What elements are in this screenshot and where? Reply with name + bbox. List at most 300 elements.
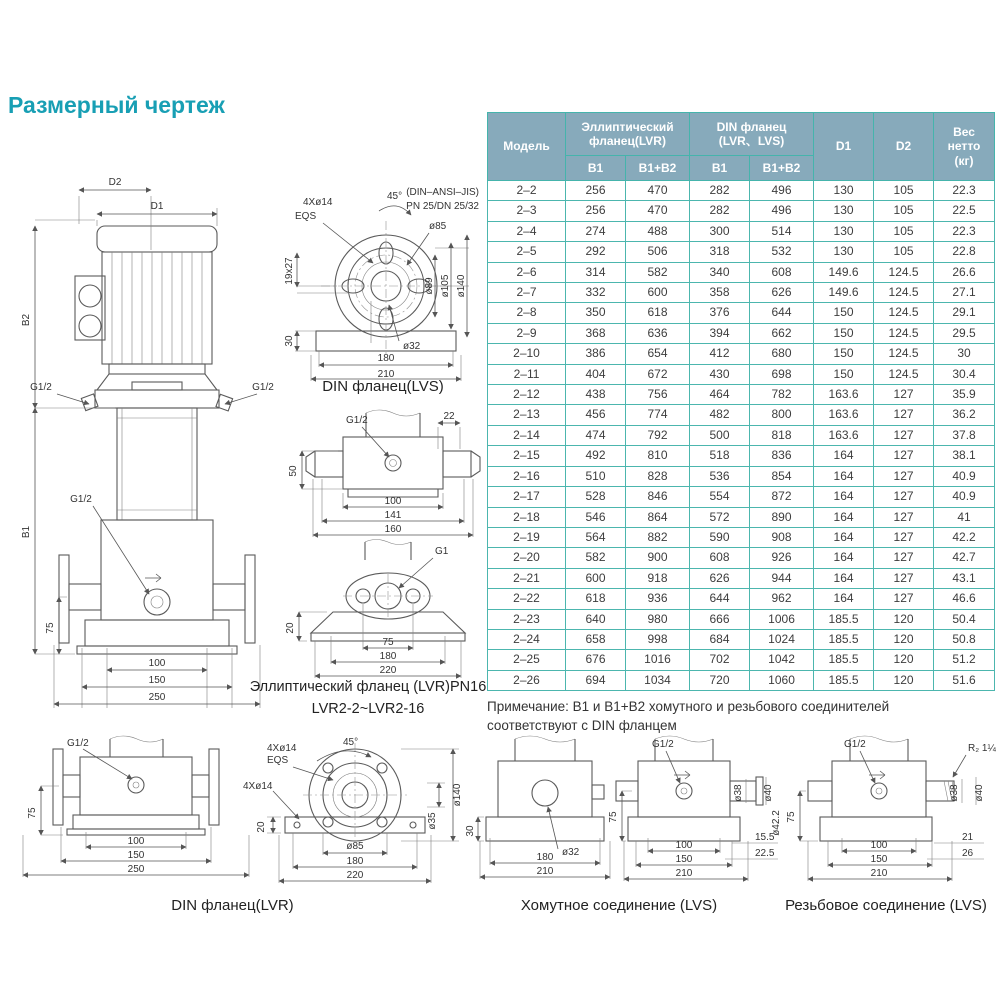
value-cell: 150 [814, 303, 874, 323]
model-cell: 2–20 [488, 548, 566, 568]
value-cell: 105 [874, 242, 934, 262]
dim-label: 220 [346, 870, 364, 881]
col-model: Модель [488, 113, 566, 181]
value-cell: 774 [626, 405, 690, 425]
table-header [488, 113, 995, 181]
dim-label: 15.5 [755, 832, 775, 843]
dim-label: R₂ 1¼ [968, 743, 996, 754]
dim-label: 210 [675, 868, 693, 879]
din-group-line1: DIN фланец [716, 119, 787, 134]
dim-label: 100 [127, 836, 145, 847]
caption-elliptical: Эллиптический фланец (LVR)PN16 LVR2-2~LVR2-16 [249, 679, 487, 718]
model-cell: 2–12 [488, 385, 566, 405]
dim-label: ø85 [429, 221, 447, 232]
value-cell: 127 [874, 466, 934, 486]
dim-label: 20 [256, 821, 267, 833]
value-cell: 318 [690, 242, 750, 262]
value-cell: 800 [750, 405, 814, 425]
table-row [488, 568, 995, 588]
dim-label: ø32 [403, 341, 421, 352]
dim-label: 150 [148, 675, 166, 686]
table-row [488, 425, 995, 445]
table-row [488, 589, 995, 609]
dim-label: ø32 [562, 847, 580, 858]
caption-thread: Резьбовое соединение (LVS) [785, 897, 987, 914]
value-cell: 127 [874, 527, 934, 547]
value-cell: 43.1 [934, 568, 995, 588]
dim-label: 180 [377, 353, 395, 364]
dim-label: ø40 [974, 784, 985, 802]
top-view-dimensions [243, 737, 463, 883]
dim-label: 150 [870, 854, 888, 865]
model-cell: 2–19 [488, 527, 566, 547]
value-cell: 386 [566, 344, 626, 364]
value-cell: 127 [874, 487, 934, 507]
value-cell: 900 [626, 548, 690, 568]
table-row [488, 527, 995, 547]
dim-label: D1 [150, 201, 164, 212]
pump-dimensions [21, 177, 274, 708]
dim-label: 4Xø14 [243, 781, 273, 792]
value-cell: 164 [814, 589, 874, 609]
value-cell: 150 [814, 344, 874, 364]
value-cell: 124.5 [874, 364, 934, 384]
value-cell: 149.6 [814, 262, 874, 282]
model-cell: 2–23 [488, 609, 566, 629]
value-cell: 40.9 [934, 466, 995, 486]
col-weight: Вес нетто (кг) [934, 113, 995, 181]
model-cell: 2–13 [488, 405, 566, 425]
value-cell: 46.6 [934, 589, 995, 609]
value-cell: 936 [626, 589, 690, 609]
dimensions [786, 739, 996, 881]
value-cell: 998 [626, 629, 690, 649]
model-cell: 2–15 [488, 446, 566, 466]
value-cell: 42.2 [934, 527, 995, 547]
table-row [488, 323, 995, 343]
value-cell: 130 [814, 201, 874, 221]
value-cell: 918 [626, 568, 690, 588]
value-cell: 394 [690, 323, 750, 343]
value-cell: 882 [626, 527, 690, 547]
col-b1-elliptical: B1 [566, 156, 626, 181]
model-cell: 2–14 [488, 425, 566, 445]
value-cell: 666 [690, 609, 750, 629]
value-cell: 640 [566, 609, 626, 629]
dim-label: G1/2 [652, 739, 674, 750]
dim-label: ø89 [424, 277, 435, 295]
value-cell: 506 [626, 242, 690, 262]
model-cell: 2–26 [488, 670, 566, 690]
col-group-elliptical: Эллиптический фланец(LVR) [566, 113, 690, 156]
value-cell: 456 [566, 405, 626, 425]
dim-label: 220 [379, 665, 397, 676]
dim-label: EQS [267, 755, 289, 766]
value-cell: 358 [690, 283, 750, 303]
main-pump-drawing [5, 150, 285, 712]
model-cell: 2–5 [488, 242, 566, 262]
value-cell: 514 [750, 221, 814, 241]
value-cell: 50.4 [934, 609, 995, 629]
dim-label: 100 [870, 840, 888, 851]
value-cell: 482 [690, 405, 750, 425]
value-cell: 438 [566, 385, 626, 405]
value-cell: 105 [874, 201, 934, 221]
value-cell: 150 [814, 364, 874, 384]
value-cell: 644 [750, 303, 814, 323]
value-cell: 185.5 [814, 670, 874, 690]
side-view-outline [53, 736, 219, 835]
value-cell: 164 [814, 487, 874, 507]
value-cell: 185.5 [814, 629, 874, 649]
value-cell: 124.5 [874, 344, 934, 364]
value-cell: 412 [690, 344, 750, 364]
value-cell: 282 [690, 201, 750, 221]
dim-label: 26 [962, 848, 974, 859]
dim-label: 30 [465, 825, 476, 837]
value-cell: 488 [626, 221, 690, 241]
table-row [488, 650, 995, 670]
value-cell: 51.6 [934, 670, 995, 690]
dim-label: G1/2 [30, 382, 52, 393]
value-cell: 944 [750, 568, 814, 588]
value-cell: 40.9 [934, 487, 995, 507]
value-cell: 536 [690, 466, 750, 486]
value-cell: 470 [626, 201, 690, 221]
table-row [488, 609, 995, 629]
dim-label: 210 [377, 369, 395, 380]
value-cell: 124.5 [874, 323, 934, 343]
dim-label: 150 [127, 850, 145, 861]
dim-label: ø42.2 [771, 810, 782, 836]
value-cell: 890 [750, 507, 814, 527]
col-b1b2-din: B1+B2 [750, 156, 814, 181]
value-cell: 124.5 [874, 262, 934, 282]
table-row [488, 405, 995, 425]
value-cell: 698 [750, 364, 814, 384]
value-cell: 120 [874, 629, 934, 649]
value-cell: 636 [626, 323, 690, 343]
table-row [488, 629, 995, 649]
model-cell: 2–16 [488, 466, 566, 486]
table-row [488, 548, 995, 568]
table-row [488, 507, 995, 527]
din-group-line2: (LVR、LVS) [718, 134, 785, 148]
model-cell: 2–17 [488, 487, 566, 507]
dim-label: 75 [382, 637, 394, 648]
dim-label: ø40 [763, 784, 774, 802]
value-cell: 782 [750, 385, 814, 405]
model-cell: 2–10 [488, 344, 566, 364]
outline [808, 736, 954, 841]
table-row [488, 487, 995, 507]
value-cell: 430 [690, 364, 750, 384]
value-cell: 120 [874, 670, 934, 690]
value-cell: 810 [626, 446, 690, 466]
dim-label: 22.5 [755, 848, 775, 859]
value-cell: 926 [750, 548, 814, 568]
model-cell: 2–9 [488, 323, 566, 343]
dim-label: 22 [443, 411, 455, 422]
value-cell: 50.8 [934, 629, 995, 649]
col-b1-din: B1 [690, 156, 750, 181]
table-note: Примечание: B1 и B1+B2 хомутного и резьбового соединителей соответствуют с DIN фланцем [487, 699, 890, 733]
dimensions-table [487, 112, 995, 691]
model-cell: 2–24 [488, 629, 566, 649]
value-cell: 662 [750, 323, 814, 343]
table-row [488, 221, 995, 241]
value-cell: 1024 [750, 629, 814, 649]
value-cell: 672 [626, 364, 690, 384]
caption-clamp: Хомутное соединение (LVS) [520, 897, 718, 914]
dim-label: G1/2 [67, 738, 89, 749]
value-cell: 608 [690, 548, 750, 568]
value-cell: 163.6 [814, 425, 874, 445]
value-cell: 658 [566, 629, 626, 649]
value-cell: 51.2 [934, 650, 995, 670]
table-row [488, 303, 995, 323]
value-cell: 274 [566, 221, 626, 241]
din-lvr-drawing [15, 735, 470, 895]
value-cell: 500 [690, 425, 750, 445]
model-cell: 2–11 [488, 364, 566, 384]
dim-label: ø105 [440, 274, 451, 298]
value-cell: 792 [626, 425, 690, 445]
value-cell: 120 [874, 650, 934, 670]
value-cell: 618 [566, 589, 626, 609]
din-lvs-top-drawing [283, 183, 483, 383]
value-cell: 836 [750, 446, 814, 466]
pump-outline [59, 226, 255, 654]
value-cell: 864 [626, 507, 690, 527]
dim-label: 30 [284, 335, 295, 347]
value-cell: 105 [874, 181, 934, 201]
value-cell: 127 [874, 589, 934, 609]
dim-label: 75 [45, 622, 56, 634]
dim-label: B2 [21, 313, 32, 327]
value-cell: 564 [566, 527, 626, 547]
elliptical-side-drawing [288, 407, 478, 542]
threaded-connection-drawing [772, 735, 1000, 893]
page-title: Размерный чертеж [8, 92, 225, 118]
value-cell: 518 [690, 446, 750, 466]
value-cell: 127 [874, 425, 934, 445]
value-cell: 600 [566, 568, 626, 588]
value-cell: 350 [566, 303, 626, 323]
col-b1b2-elliptical: B1+B2 [626, 156, 690, 181]
dim-label: ø38 [733, 784, 744, 802]
dim-label: 45° [387, 191, 403, 202]
right-view-dimensions [608, 739, 782, 881]
table-row [488, 670, 995, 690]
value-cell: 120 [874, 609, 934, 629]
col-d1: D1 [814, 113, 874, 181]
value-cell: 42.7 [934, 548, 995, 568]
value-cell: 510 [566, 466, 626, 486]
value-cell: 600 [626, 283, 690, 303]
left-view-dimensions [465, 807, 610, 879]
value-cell: 164 [814, 446, 874, 466]
dim-label: 100 [675, 840, 693, 851]
caption-din-lvs: DIN фланец(LVS) [322, 378, 444, 395]
value-cell: 185.5 [814, 650, 874, 670]
value-cell: 1042 [750, 650, 814, 670]
dim-label: ø140 [452, 783, 463, 807]
dim-label: 19x27 [284, 257, 295, 285]
value-cell: 474 [566, 425, 626, 445]
model-cell: 2–25 [488, 650, 566, 670]
value-cell: 720 [690, 670, 750, 690]
dim-label: 75 [786, 811, 797, 823]
value-cell: 130 [814, 242, 874, 262]
value-cell: 29.1 [934, 303, 995, 323]
dim-label: G1/2 [70, 494, 92, 505]
dim-label: 210 [870, 868, 888, 879]
table-row [488, 385, 995, 405]
value-cell: 127 [874, 385, 934, 405]
value-cell: 684 [690, 629, 750, 649]
dim-label: 75 [27, 807, 38, 819]
value-cell: 332 [566, 283, 626, 303]
table-row [488, 242, 995, 262]
value-cell: 756 [626, 385, 690, 405]
dim-label: 180 [346, 856, 364, 867]
value-cell: 554 [690, 487, 750, 507]
value-cell: 164 [814, 548, 874, 568]
dim-label: 50 [288, 465, 299, 477]
dim-label: 45° [343, 737, 359, 748]
dim-label: 100 [384, 496, 402, 507]
value-cell: 846 [626, 487, 690, 507]
value-cell: 163.6 [814, 405, 874, 425]
value-cell: 854 [750, 466, 814, 486]
value-cell: 496 [750, 201, 814, 221]
dim-label: 4Xø14 [267, 743, 297, 754]
table-row [488, 364, 995, 384]
model-cell: 2–6 [488, 262, 566, 282]
value-cell: 340 [690, 262, 750, 282]
value-cell: 368 [566, 323, 626, 343]
dim-label: 21 [962, 832, 974, 843]
value-cell: 22.8 [934, 242, 995, 262]
value-cell: 164 [814, 527, 874, 547]
table-row [488, 466, 995, 486]
value-cell: 626 [690, 568, 750, 588]
dim-label: G1 [435, 546, 449, 557]
value-cell: 676 [566, 650, 626, 670]
value-cell: 314 [566, 262, 626, 282]
top-view-outline [285, 743, 425, 847]
dim-label: G1/2 [844, 739, 866, 750]
value-cell: 127 [874, 568, 934, 588]
value-cell: 1060 [750, 670, 814, 690]
left-view-outline [486, 736, 604, 841]
value-cell: 292 [566, 242, 626, 262]
value-cell: 22.3 [934, 221, 995, 241]
value-cell: 608 [750, 262, 814, 282]
value-cell: 127 [874, 405, 934, 425]
dim-label: 180 [536, 852, 554, 863]
standard-label: PN 25/DN 25/32 [406, 201, 479, 212]
value-cell: 626 [750, 283, 814, 303]
value-cell: 470 [626, 181, 690, 201]
value-cell: 282 [690, 181, 750, 201]
value-cell: 1016 [626, 650, 690, 670]
value-cell: 37.8 [934, 425, 995, 445]
dim-label: 210 [536, 866, 554, 877]
dimensions [288, 411, 473, 537]
value-cell: 532 [750, 242, 814, 262]
value-cell: 980 [626, 609, 690, 629]
value-cell: 164 [814, 568, 874, 588]
value-cell: 1034 [626, 670, 690, 690]
value-cell: 149.6 [814, 283, 874, 303]
value-cell: 256 [566, 181, 626, 201]
value-cell: 546 [566, 507, 626, 527]
value-cell: 572 [690, 507, 750, 527]
caption-din-lvr: DIN фланец(LVR) [171, 897, 294, 914]
value-cell: 127 [874, 507, 934, 527]
table-row [488, 201, 995, 221]
value-cell: 127 [874, 548, 934, 568]
value-cell: 185.5 [814, 609, 874, 629]
value-cell: 496 [750, 181, 814, 201]
clamp-connection-drawing [465, 735, 782, 893]
side-view-dimensions [23, 738, 249, 877]
model-cell: 2–2 [488, 181, 566, 201]
value-cell: 26.6 [934, 262, 995, 282]
value-cell: 22.3 [934, 181, 995, 201]
dim-label: EQS [295, 211, 317, 222]
value-cell: 163.6 [814, 385, 874, 405]
dim-label: 150 [675, 854, 693, 865]
flange-dimensions [284, 187, 479, 381]
dim-label: 75 [608, 811, 619, 823]
value-cell: 1006 [750, 609, 814, 629]
dim-label: ø140 [456, 274, 467, 298]
dim-label: ø38 [949, 784, 960, 802]
value-cell: 680 [750, 344, 814, 364]
value-cell: 300 [690, 221, 750, 241]
value-cell: 124.5 [874, 283, 934, 303]
value-cell: 828 [626, 466, 690, 486]
dim-label: 4Xø14 [303, 197, 333, 208]
col-group-din [690, 113, 814, 156]
value-cell: 105 [874, 221, 934, 241]
value-cell: 36.2 [934, 405, 995, 425]
value-cell: 654 [626, 344, 690, 364]
model-cell: 2–4 [488, 221, 566, 241]
value-cell: 35.9 [934, 385, 995, 405]
dim-label: 20 [285, 622, 296, 634]
value-cell: 30 [934, 344, 995, 364]
value-cell: 618 [626, 303, 690, 323]
model-cell: 2–21 [488, 568, 566, 588]
model-cell: 2–8 [488, 303, 566, 323]
value-cell: 962 [750, 589, 814, 609]
value-cell: 644 [690, 589, 750, 609]
model-cell: 2–7 [488, 283, 566, 303]
value-cell: 908 [750, 527, 814, 547]
col-d2: D2 [874, 113, 934, 181]
table-row [488, 181, 995, 201]
value-cell: 41 [934, 507, 995, 527]
dim-label: B1 [21, 525, 32, 539]
model-cell: 2–18 [488, 507, 566, 527]
dim-label: 160 [384, 524, 402, 535]
value-cell: 702 [690, 650, 750, 670]
value-cell: 130 [814, 181, 874, 201]
